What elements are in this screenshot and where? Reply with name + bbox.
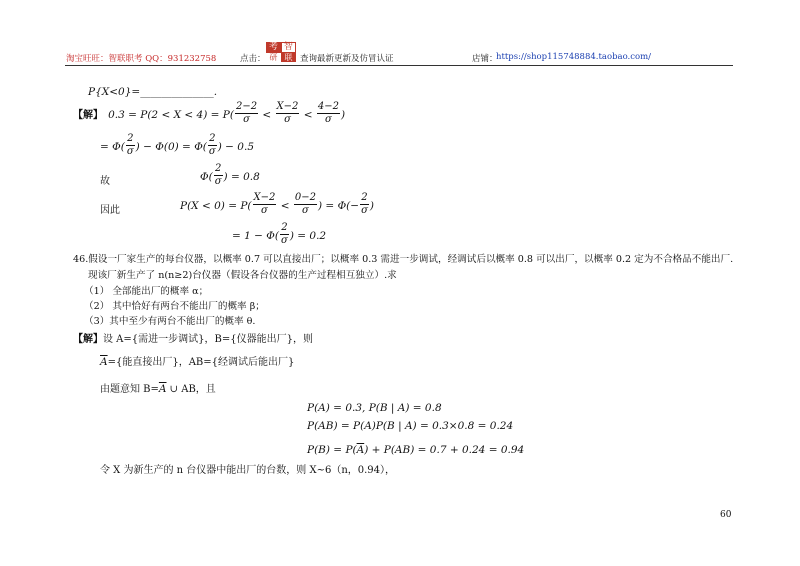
header-shop-name: 淘宝旺旺：智联职考 QQ：931232758 — [66, 54, 217, 64]
solution-label: 【解】 — [73, 334, 103, 345]
equation-4: P(X < 0) = P( $\frac{X-2}{\sigma}$ < $\frac{0-2}{\sigma}$ ) = Φ(− $\frac{2}{\sigma}$ ) — [180, 192, 375, 216]
question-46-item-2: （2） 其中恰好有两台不能出厂的概率 β； — [84, 301, 265, 312]
logo-char: 研 — [269, 53, 278, 62]
text-yinci: 因此 — [100, 205, 120, 216]
prob-line-1: P(A) = 0.3, P(B | A) = 0.8 — [307, 402, 442, 414]
logo-char: 考 — [266, 42, 281, 53]
equation-1: 【解】 0.3 = P(2 < X < 4) = P( $\frac{2-2}{\sigma}$ < $\frac{X-2}{\sigma}$ < $\frac{4-2}{\sigma}$ ) — [73, 101, 346, 125]
question-46-item-3: （3）其中至少有两台不能出厂的概率 θ. — [84, 316, 256, 327]
last-line: 令 X 为新生产的 n 台仪器中能出厂的台数，则 X~6（n，0.94）， — [100, 465, 396, 476]
header-store-label: 店铺： — [472, 54, 498, 64]
equation-2: = Φ( $\frac{2}{\sigma}$ ) − Φ(0) = Φ( $\frac{2}{\sigma}$ ) − 0.5 — [100, 133, 255, 157]
prob-line-3: $P(B) = P(\overline{A}) + P(AB) = 0.7 + 0.24 = 0.94$ — [307, 444, 525, 456]
header-rule — [65, 65, 733, 66]
page-number: 60 — [720, 510, 732, 520]
logo-char: 联 — [281, 53, 296, 62]
header-query-text: 查询最新更新及仿冒认证 — [300, 54, 394, 64]
equation-3: Φ( $\frac{2}{\sigma}$ ) = 0.8 — [200, 163, 260, 187]
logo-char: 智 — [281, 42, 296, 53]
question-46-item-1: （1） 全部能出厂的概率 α； — [84, 286, 209, 297]
question-fragment: P{X<0}=______________. — [88, 86, 218, 98]
solution-2-intro: 【解】设 A={需进一步调试}，B={仪器能出厂}，则 — [73, 334, 313, 345]
equation-5: = 1 − Φ( $\frac{2}{\sigma}$ ) = 0.2 — [232, 222, 327, 246]
abar-definition: $\overline{A}=${能直接出厂}，AB={经调试后能出厂} — [100, 356, 295, 368]
header-store-link[interactable]: https://shop115748884.taobao.com/ — [496, 52, 652, 62]
text-gu: 故 — [100, 176, 110, 187]
brand-logo[interactable] — [266, 42, 296, 62]
question-46-line-2: 现该厂新生产了 n(n≥2)台仪器（假设各台仪器的生产过程相互独立）.求 — [88, 270, 397, 281]
prob-line-2: P(AB) = P(A)P(B | A) = 0.3×0.8 = 0.24 — [307, 420, 514, 432]
solution-label: 【解】 — [73, 110, 103, 121]
known-relation: 由题意知 $B=\overline{A}$ ∪ AB，且 — [100, 383, 216, 395]
question-46-line-1: 46.假设一厂家生产的每台仪器，以概率 0.7 可以直接出厂；以概率 0.3 需进一步调试，经调试后以概率 0.8 可以出厂，以概率 0.2 定为不合格品不能出厂. — [73, 254, 734, 265]
header-click-text: 点击： — [240, 54, 266, 64]
